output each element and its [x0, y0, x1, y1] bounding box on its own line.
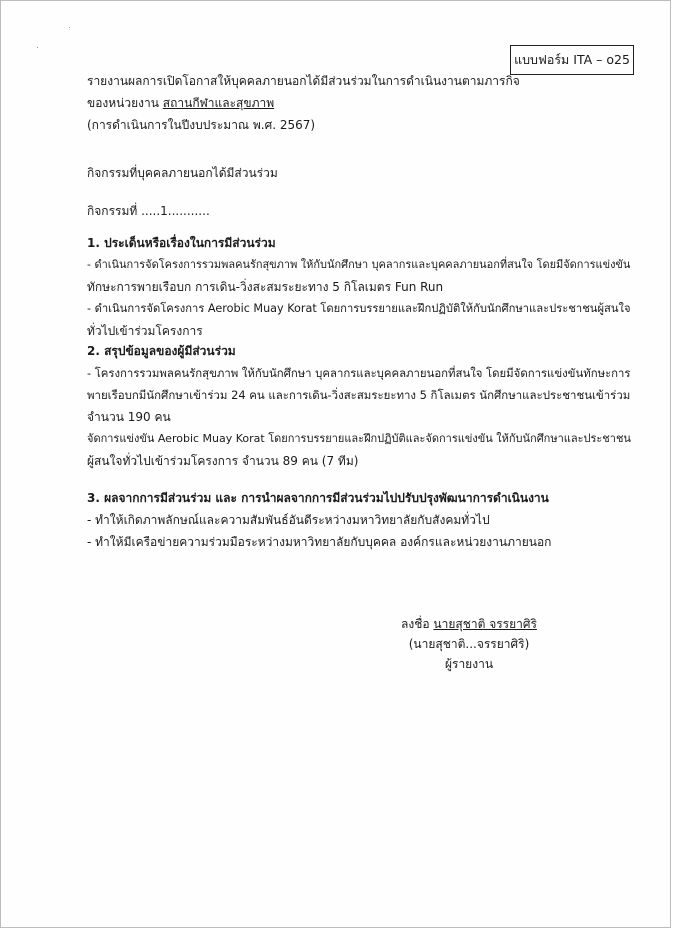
form-code-box: แบบฟอร์ม ITA – o25 [510, 45, 634, 75]
signature-line [399, 614, 539, 634]
section-1-item: - ดำเนินการจัดโครงการรวมพลคนรักสุขภาพ ให้กับนักศึกษา บุคลากรและบุคคลภายนอกที่สนใจ โดยมีจัดการแข่งขัน [87, 258, 631, 271]
section-1-heading: 1. ประเด็นหรือเรื่องในการมีส่วนร่วม [87, 236, 276, 250]
activities-heading [87, 162, 636, 184]
section-3 [87, 487, 636, 553]
section-1-item: - ดำเนินการจัดโครงการ Aerobic Muay Korat โดยการบรรยายและฝึกปฏิบัติให้กับนักศึกษาและประชาชนผู้สนใจ [87, 302, 631, 315]
section-3-line: - ทำให้มีเครือข่ายความร่วมมือระหว่างมหาวิทยาลัยกับบุคคล องค์กรและหน่วยงานภายนอก [87, 535, 552, 549]
activity-number-text: กิจกรรมที่ .....1........... [87, 204, 210, 218]
section-1 [87, 232, 636, 342]
section-3-line: - ทำให้เกิดภาพลักษณ์และความสัมพันธ์อันดีระหว่างมหาวิทยาลัยกับสังคมทั่วไป [87, 513, 490, 527]
section-2-line: จำนวน 190 คน [87, 410, 171, 424]
report-header [87, 70, 636, 136]
section-1-item-cont: ทั่วไปเข้าร่วมโครงการ [87, 324, 203, 338]
printed-name: (นายสุชาติ...จรรยาศิริ) [408, 637, 530, 651]
unit-prefix: ของหน่วยงาน [87, 96, 163, 110]
activity-number [87, 200, 636, 222]
section-2-line: ผู้สนใจทั่วไปเข้าร่วมโครงการ จำนวน 89 คน (7 ทีม) [87, 454, 359, 468]
reporter-role: ผู้รายงาน [444, 657, 494, 671]
scan-speck [69, 27, 70, 28]
signature-block [399, 614, 539, 674]
fiscal-year: (การดำเนินการในปีงบประมาณ พ.ศ. 2567) [87, 118, 316, 132]
section-2-line: จัดการแข่งขัน Aerobic Muay Korat โดยการบรรยายและฝึกปฏิบัติและจัดการแข่งขัน ให้กับนักศึกษาและประชาชน [87, 432, 631, 445]
section-1-item-cont: ทักษะการพายเรือบก การเดิน-วิ่งสะสมระยะทาง 5 กิโลเมตร Fun Run [87, 280, 444, 294]
unit-line [87, 92, 636, 114]
section-2 [87, 340, 636, 472]
signer-name: นายสุชาติ จรรยาศิริ [433, 617, 537, 631]
section-2-heading: 2. สรุปข้อมูลของผู้มีส่วนร่วม [87, 344, 236, 358]
section-2-line: - โครงการรวมพลคนรักสุขภาพ ให้กับนักศึกษา บุคลากรและบุคคลภายนอกที่สนใจ โดยมีจัดการแข่งขันทักษะการ [87, 366, 631, 380]
section-2-line: พายเรือบกมีนักศึกษาเข้าร่วม 24 คน และการเดิน-วิ่งสะสมระยะทาง 5 กิโลเมตร นักศึกษาและประชาชนเข้าร่วม [87, 388, 631, 402]
sign-label: ลงชื่อ [401, 617, 434, 631]
activities-heading-text: กิจกรรมที่บุคคลภายนอกได้มีส่วนร่วม [87, 166, 278, 180]
report-title: รายงานผลการเปิดโอกาสให้บุคคลภายนอกได้มีส่วนร่วมในการดำเนินงานตามภารกิจ [87, 74, 520, 88]
unit-name: สถานกีฬาและสุขภาพ [162, 96, 275, 110]
section-3-heading: 3. ผลจากการมีส่วนร่วม และ การนำผลจากการมีส่วนร่วมไปปรับปรุงพัฒนาการดำเนินงาน [87, 491, 549, 505]
scan-speck [37, 47, 38, 48]
